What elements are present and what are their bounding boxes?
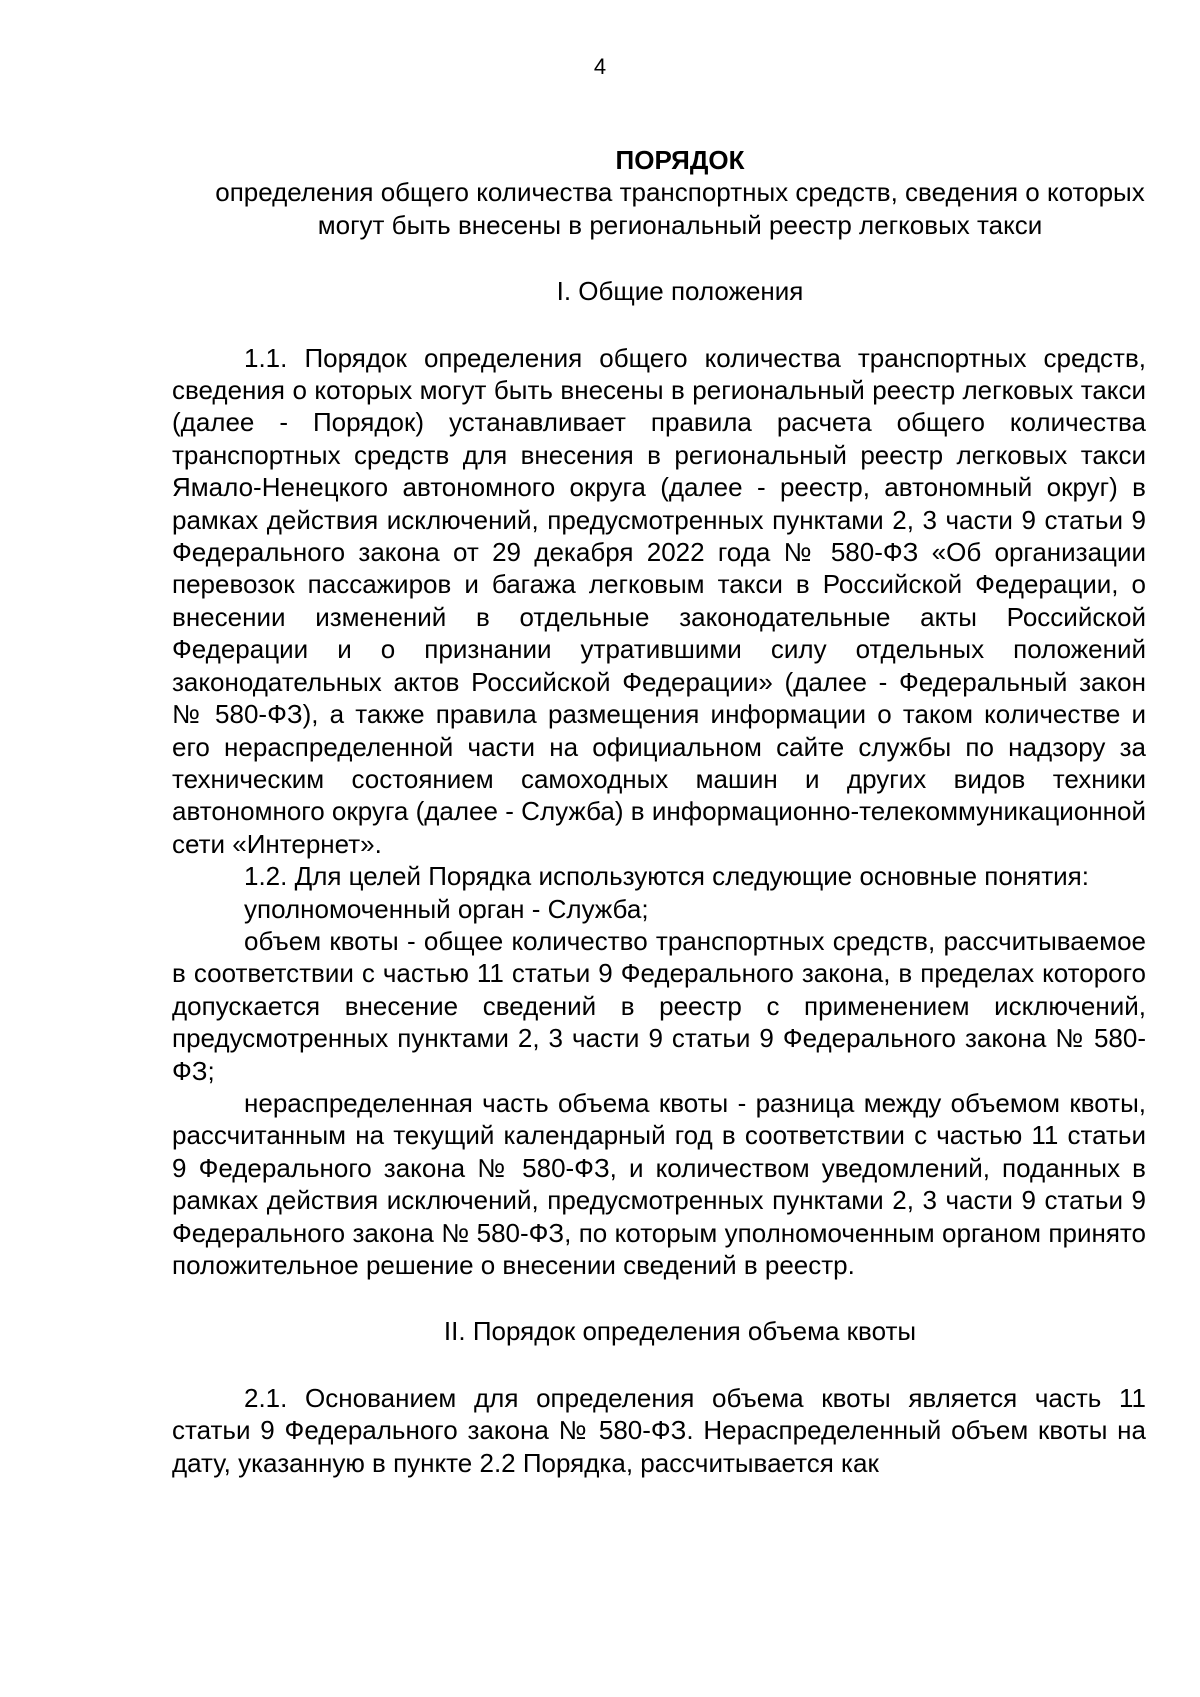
paragraph-2-1: 2.1. Основанием для определения объема квоты является часть 11 статьи 9 Федерального закона № 580-ФЗ. Нераспределенный объем квоты на дату, указанную в пункте 2.2 Порядка, рассчитывается как (172, 1382, 1146, 1478)
section-heading-general: I. Общие положения (556, 276, 804, 307)
definition-authorized-body: уполномоченный орган - Служба; (244, 893, 649, 924)
document-subtitle: определения общего количества транспортных средств, сведения о которых могут быть внесены в региональный реестр легковых такси (215, 177, 1145, 240)
paragraph-1-1: 1.1. Порядок определения общего количества транспортных средств, сведения о которых могут быть внесены в региональный реестр легковых такси (далее - Порядок) устанавливает правила расчета общего количества транспортных средств для внесения в региональный реестр легковых такси Ямало-Ненецкого автономного округа (далее - реестр, автономный округ) в рамках действия исключений, предусмотренных пунктами 2, 3 части 9 статьи 9 Федерального закона от 29 декабря 2022 года № 580-ФЗ «Об организации перевозок пассажиров и багажа легковым такси в Российской Федерации, о внесении изменений в отдельные законодательные акты Российской Федерации и о признании утратившими силу отдельных положений законодательных актов Российской Федерации» (далее - Федеральный закон № 580-ФЗ), а также правила размещения информации о таком количестве и его нераспределенной части на официальном сайте службы по надзору за техническим состоянием самоходных машин и других видов техники автономного округа (далее - Служба) в информационно-телекоммуникационной сети «Интернет». (172, 342, 1146, 859)
paragraph-1-2: 1.2. Для целей Порядка используются следующие основные понятия: (244, 861, 1089, 892)
definition-quota-volume: объем квоты - общее количество транспортных средств, рассчитываемое в соответствии с частью 11 статьи 9 Федерального закона, в пределах которого допускается внесение сведений в реестр с применением исключений, предусмотренных пунктами 2, 3 части 9 статьи 9 Федерального закона № 580-ФЗ; (172, 925, 1146, 1086)
document-body (172, 144, 1146, 1479)
section-heading-quota: II. Порядок определения объема квоты (443, 1316, 917, 1347)
page-number: 4 (593, 54, 607, 79)
document-title: ПОРЯДОК (615, 145, 745, 175)
definition-unallocated-quota: нераспределенная часть объема квоты - разница между объемом квоты, рассчитанным на текущий календарный год в соответствии с частью 11 статьи 9 Федерального закона № 580-ФЗ, и количеством уведомлений, поданных в рамках действия исключений, предусмотренных пунктами 2, 3 части 9 статьи 9 Федерального закона № 580-ФЗ, по которым уполномоченным органом принято положительное решение о внесении сведений в реестр. (172, 1087, 1146, 1280)
